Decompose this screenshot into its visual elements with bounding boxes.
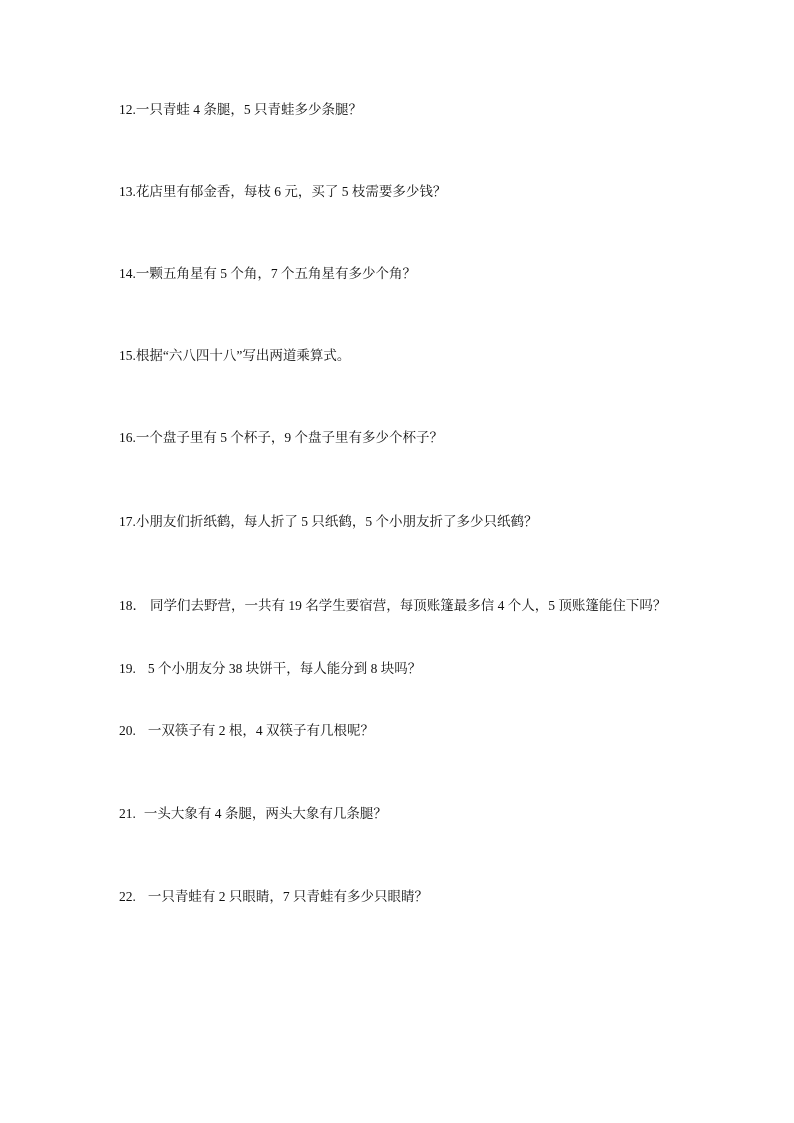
question-number: 19. — [119, 661, 136, 676]
question-number: 18． — [119, 598, 146, 613]
question-number: 12. — [119, 102, 136, 117]
question-text: 花店里有郁金香，每枝 6 元，买了 5 枝需要多少钱？ — [135, 184, 447, 199]
question-number: 22. — [119, 889, 136, 904]
question-20 — [119, 722, 374, 740]
question-text: 5 个小朋友分 38 块饼干，每人能分到 8 块吗？ — [147, 661, 422, 676]
question-number: 20. — [119, 723, 136, 738]
question-13 — [119, 183, 446, 201]
question-14 — [119, 265, 416, 283]
question-number: 15. — [119, 348, 136, 363]
question-number: 16. — [119, 430, 136, 445]
question-18 — [119, 597, 666, 615]
question-text: 一头大象有 4 条腿，两头大象有几条腿？ — [143, 806, 387, 821]
question-number: 14. — [119, 266, 136, 281]
question-text: 一只青蛙有 2 只眼睛，7 只青蛙有多少只眼睛？ — [147, 889, 428, 904]
question-text: 一只青蛙 4 条腿，5 只青蛙多少条腿？ — [135, 102, 362, 117]
question-19 — [119, 660, 421, 678]
question-text: 同学们去野营，一共有 19 名学生要宿营，每顶账篷最多信 4 个人，5 顶账篷能住下吗？ — [150, 598, 667, 613]
question-number: 21. — [119, 806, 136, 821]
question-text: 一双筷子有 2 根，4 双筷子有几根呢？ — [147, 723, 374, 738]
question-21 — [119, 805, 387, 823]
question-12 — [119, 101, 362, 119]
question-text: 一颗五角星有 5 个角，7 个五角星有多少个角？ — [135, 266, 416, 281]
question-number: 13. — [119, 184, 136, 199]
question-15 — [119, 347, 350, 365]
question-text: 小朋友们折纸鹤，每人折了 5 只纸鹤，5 个小朋友折了多少只纸鹤？ — [135, 514, 538, 529]
question-22 — [119, 888, 428, 906]
question-17 — [119, 513, 538, 531]
question-text: 根据“六八四十八”写出两道乘算式。 — [135, 348, 351, 363]
question-16 — [119, 429, 443, 447]
question-text: 一个盘子里有 5 个杯子，9 个盘子里有多少个杯子？ — [135, 430, 443, 445]
question-number: 17. — [119, 514, 136, 529]
